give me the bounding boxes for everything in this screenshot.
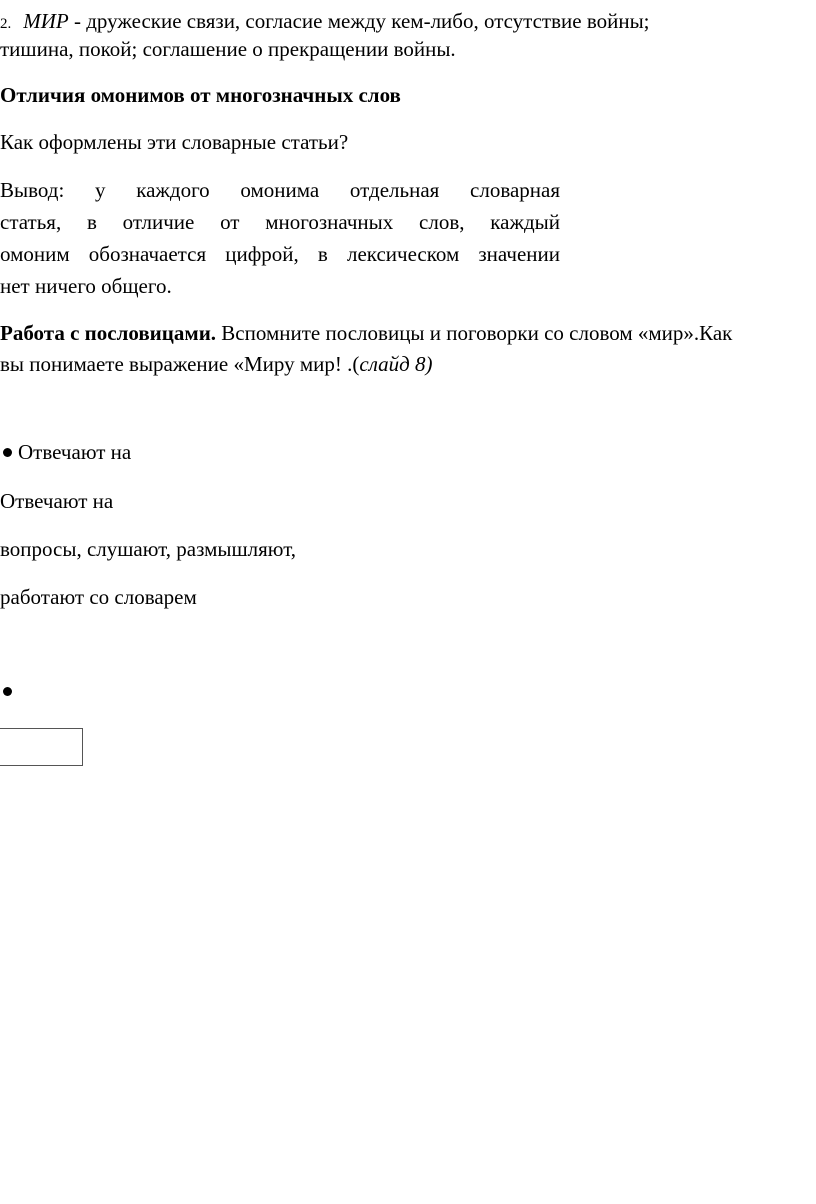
activities-line-3: работают со словарем — [0, 585, 197, 609]
empty-bullet-item — [0, 676, 18, 706]
conclusion-paragraph — [0, 174, 560, 302]
proverbs-text-2: вы понимаете выражение «Миру мир! .( — [0, 352, 360, 376]
proverbs-line-1 — [0, 318, 732, 348]
bullet-item-text: Отвечают на — [18, 440, 132, 464]
proverbs-label: Работа с пословицами. — [0, 321, 217, 345]
definition-term: МИР — [23, 9, 69, 33]
bullet-icon — [3, 448, 12, 457]
slide-reference: слайд 8) — [359, 352, 433, 376]
empty-table-cell — [0, 728, 83, 766]
conclusion-line-1: Вывод: у каждого омонима отдельная словарная — [0, 178, 560, 202]
list-number: 2. — [0, 16, 12, 32]
definition-line-2: тишина, покой; соглашение о прекращении войны. — [0, 37, 456, 61]
bullet-item — [0, 437, 131, 467]
proverbs-text: Вспомните пословицы и поговорки со словом «мир».Как — [216, 321, 733, 345]
conclusion-line-3: омоним обозначается цифрой, в лексическом значении — [0, 242, 560, 266]
bullet-icon — [3, 687, 12, 696]
section-heading: Отличия омонимов от многозначных слов — [0, 83, 401, 107]
definition-text: - дружеские связи, согласие между кем-либо, отсутствие войны; — [68, 9, 650, 33]
activities-line-1: Отвечают на — [0, 489, 114, 513]
proverbs-line-2 — [0, 349, 432, 379]
conclusion-line-2: статья, в отличие от многозначных слов, каждый — [0, 210, 560, 234]
activities-line-2: вопросы, слушают, размышляют, — [0, 537, 297, 561]
question-text: Как оформлены эти словарные статьи? — [0, 130, 349, 154]
conclusion-line-4: нет ничего общего. — [0, 274, 172, 298]
